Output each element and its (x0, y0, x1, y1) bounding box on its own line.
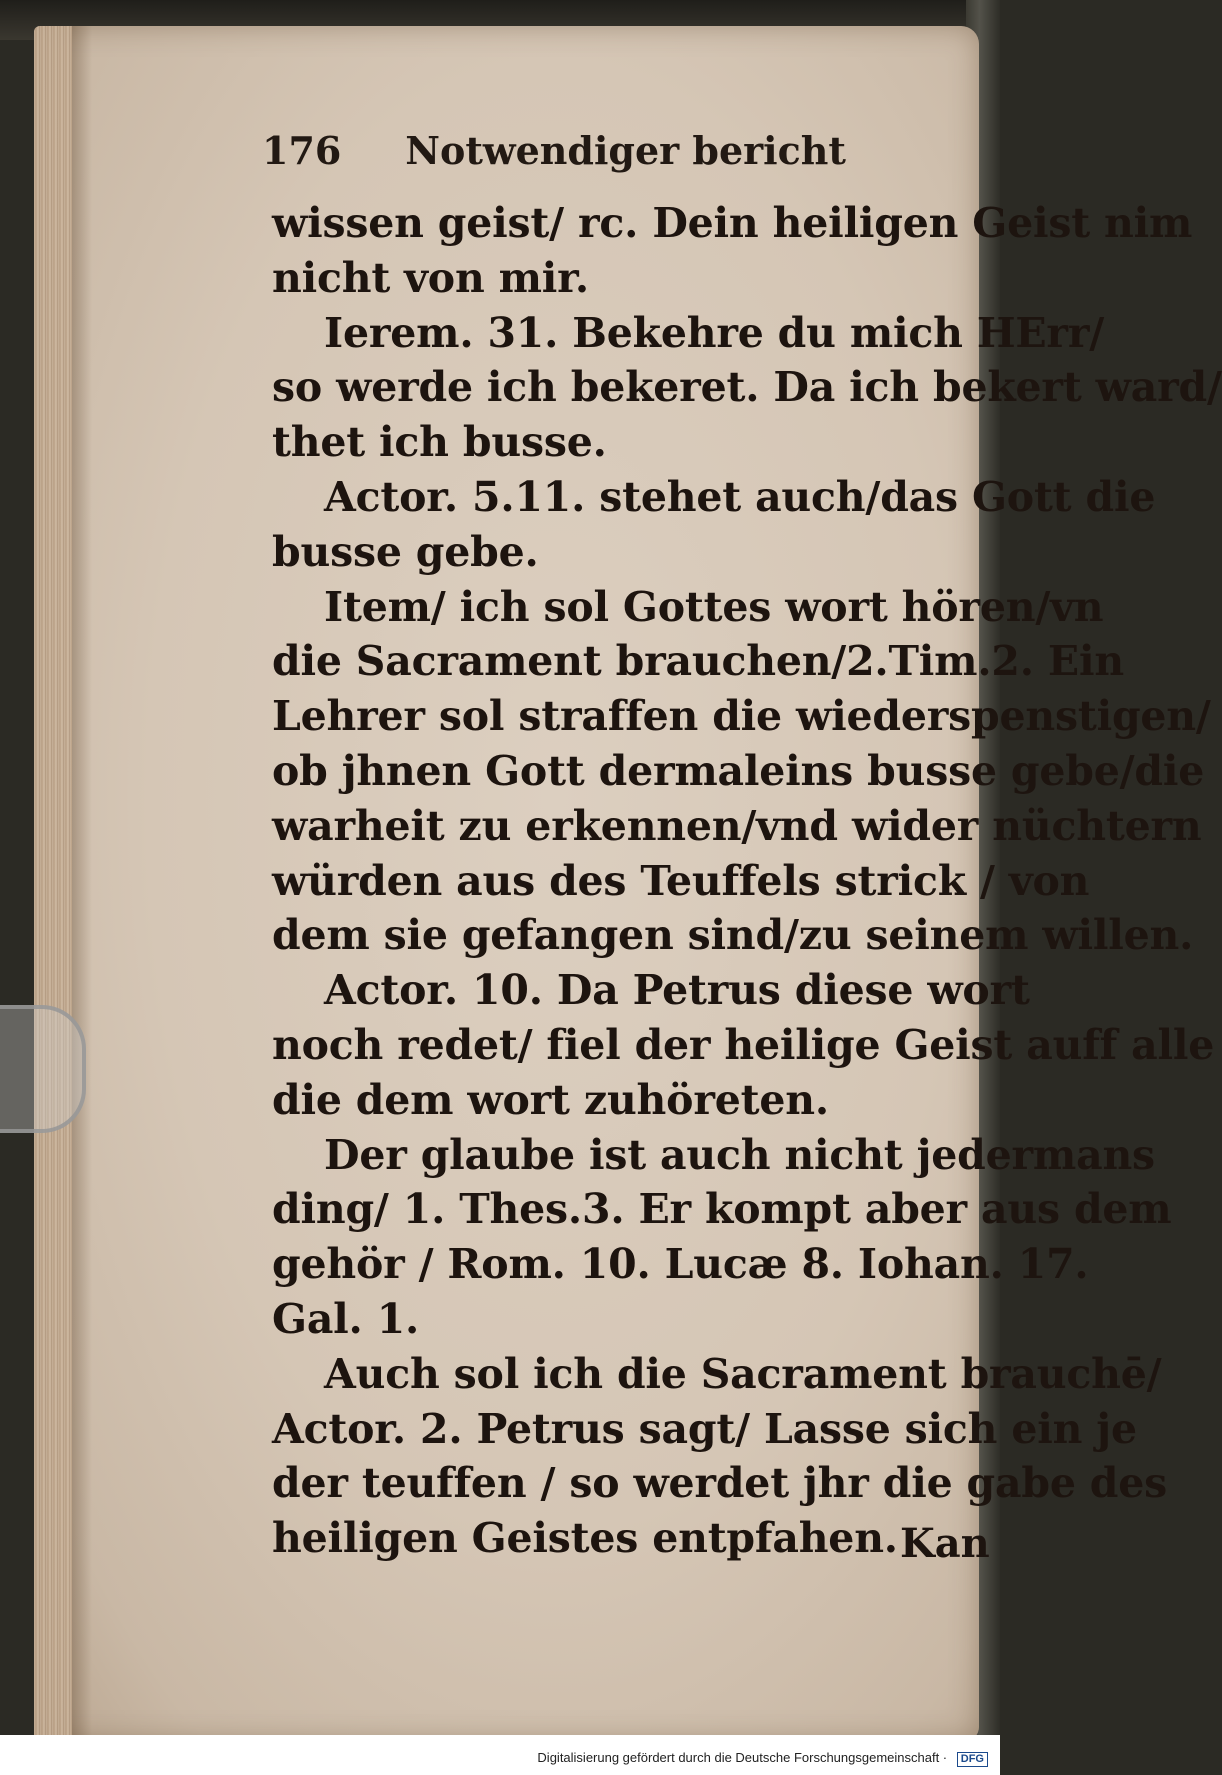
credit-text: Digitalisierung gefördert durch die Deutsche Forschungsgemeinschaft · (537, 1750, 948, 1765)
text-line: noch redet/ fiel der heilige Geist auff alle (272, 1020, 1215, 1069)
text-line: Item/ ich sol Gottes wort hören/vn (324, 582, 1104, 631)
text-line: der teuffen / so werdet jhr die gabe des (272, 1459, 1168, 1508)
text-line: Auch sol ich die Sacrament brauchē/ (324, 1349, 1162, 1398)
text-line: so werde ich bekeret. Da ich bekert ward/ (272, 363, 1222, 412)
text-line: busse gebe. (272, 527, 539, 576)
text-line: Actor. 10. Da Petrus diese wort (324, 966, 1030, 1015)
text-line: die dem wort zuhöreten. (272, 1075, 829, 1124)
text-line: nicht von mir. (272, 253, 589, 302)
text-line: ob jhnen Gott dermaleins busse gebe/die (272, 746, 1205, 795)
catchword: Kan (900, 1520, 990, 1567)
digitization-credit (537, 1750, 988, 1767)
text-line: Der glaube ist auch nicht jedermans (324, 1130, 1155, 1179)
text-line: thet ich busse. (272, 418, 607, 467)
text-line: Ierem. 31. Bekehre du mich HErr/ (324, 308, 1105, 357)
text-line: dem sie gefangen sind/zu seinem willen. (272, 911, 1194, 960)
text-line: Actor. 5.11. stehet auch/das Gott die (324, 472, 1156, 521)
text-line: heiligen Geistes entpfahen. (272, 1514, 898, 1563)
running-header (262, 128, 862, 173)
page-stack-edge (34, 26, 72, 1741)
text-line: Actor. 2. Petrus sagt/ Lasse sich ein je (272, 1404, 1137, 1453)
page-gutter-shadow (72, 26, 92, 1741)
running-title: Notwendiger bericht (405, 128, 846, 173)
body-text (272, 196, 1222, 1566)
text-line: wissen geist/ rc. Dein heiligen Geist nim (272, 199, 1193, 247)
text-line: Gal. 1. (272, 1294, 420, 1343)
text-line: die Sacrament brauchen/2.Tim.2. Ein (272, 637, 1124, 686)
page-number: 176 (262, 128, 342, 173)
text-line: ding/ 1. Thes.3. Er kompt aber aus dem (272, 1185, 1172, 1234)
text-line: Lehrer sol straffen die wiederspenstigen/ (272, 692, 1211, 741)
text-line: warheit zu erkennen/vnd wider nüchtern (272, 801, 1202, 850)
text-line: würden aus des Teuffels strick / von (272, 856, 1090, 905)
page-clip (0, 1005, 86, 1133)
dfg-logo: DFG (957, 1752, 988, 1767)
text-line: gehör / Rom. 10. Lucæ 8. Iohan. 17. (272, 1240, 1089, 1289)
